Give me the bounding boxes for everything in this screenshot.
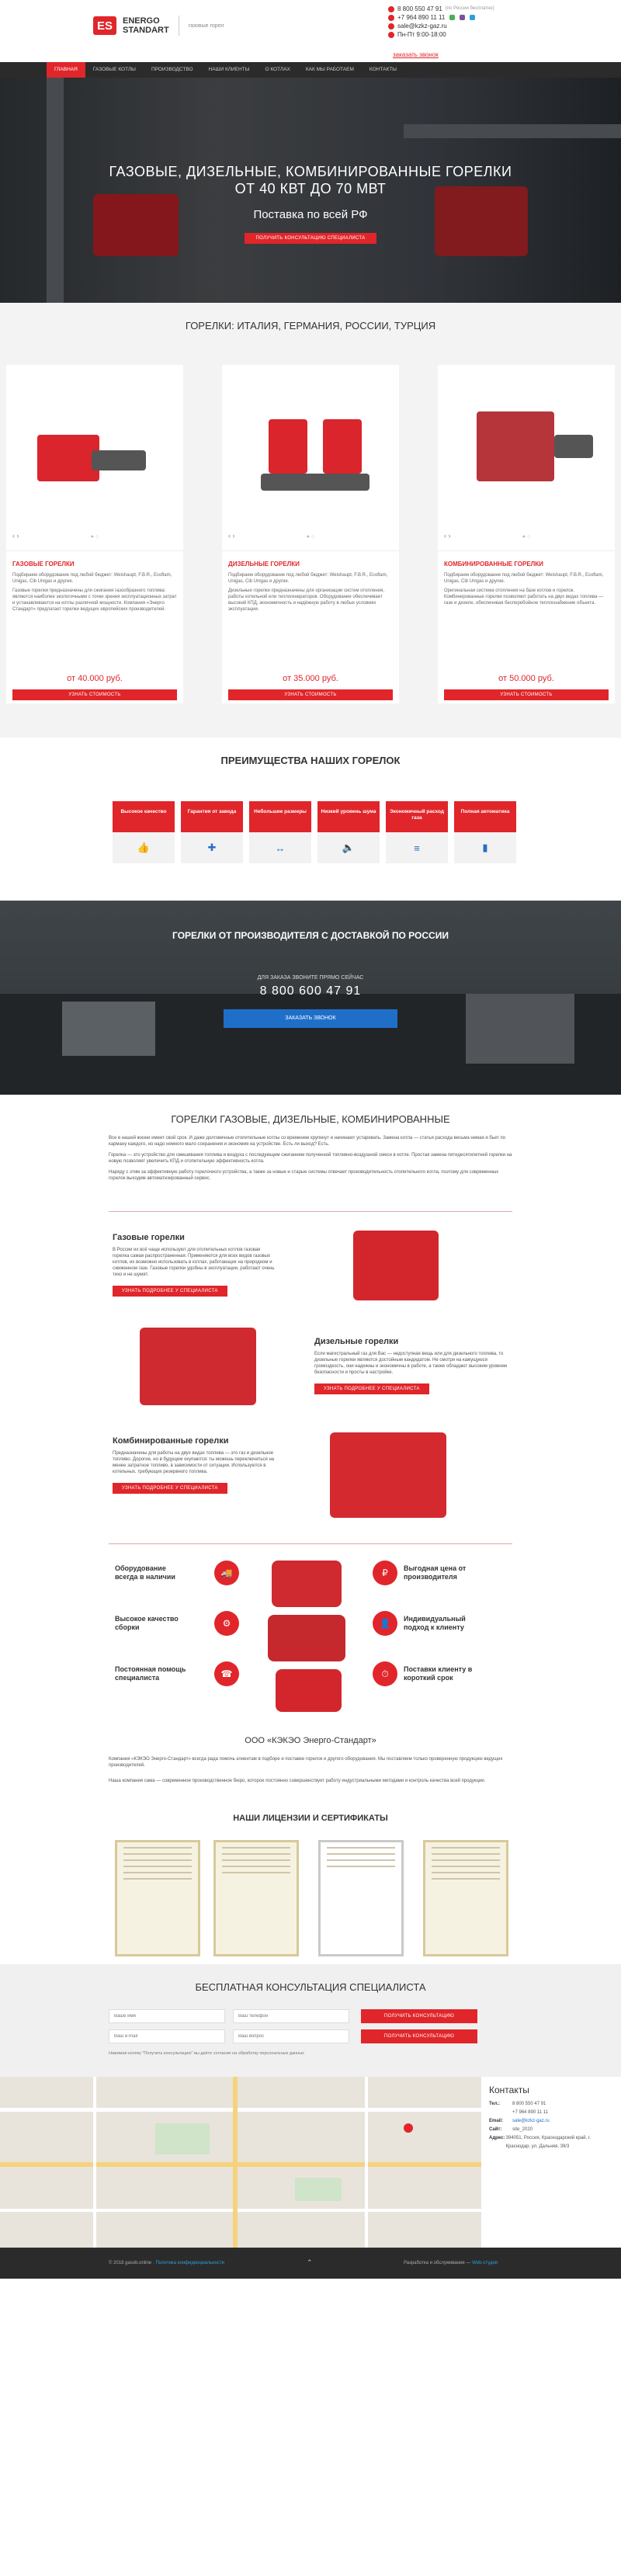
logo-text [123, 16, 169, 35]
nav-item-gas-boilers[interactable]: ГАЗОВЫЕ КОТЛЫ [92, 67, 136, 72]
logo-mark: ES [93, 16, 116, 35]
contacts-site[interactable]: site_2020 [512, 2127, 533, 2132]
description-title: ГОРЕЛКИ ГАЗОВЫЕ, ДИЗЕЛЬНЫЕ, КОМБИНИРОВАННЫЕ [171, 1113, 450, 1125]
clock-icon [388, 32, 394, 38]
licenses-section [0, 1809, 621, 1964]
gas-burner-block [113, 1233, 276, 1297]
burner-nozzle [554, 435, 593, 458]
tagline: газовые горел [188, 23, 224, 29]
diesel-burner-image [140, 1328, 256, 1405]
slider-arrows[interactable]: ‹ › [12, 532, 19, 540]
products-title: ГОРЕЛКИ: ИТАЛИЯ, ГЕРМАНИЯ, РОССИИ, ТУРЦИЯ [185, 320, 436, 332]
diesel-burner-title: Дизельные горелки [314, 1337, 399, 1346]
slider-dots[interactable]: ● ○ [306, 534, 315, 540]
certificate-image[interactable] [115, 1840, 200, 1956]
advantage-card [181, 801, 243, 871]
product-price: от 40.000 руб. [67, 674, 123, 683]
nav-item-contacts[interactable]: КОНТАКТЫ [369, 67, 397, 72]
product-name: ДИЗЕЛЬНЫЕ ГОРЕЛКИ [228, 561, 300, 568]
product-card [6, 365, 183, 703]
advantages-section [0, 738, 621, 901]
company-paragraph: Наша компания сама — современное производственное бюро, которое постоянно совершенствует работу индустриальными методами и контроль качества всей продукции. [109, 1779, 486, 1783]
contacts-address: 394051, Россия, Краснодарский край, г. Краснодар, ул. Дальняя, 39/3 [505, 2136, 591, 2149]
gas-burner-text: В России их всё чаще используют для отопительных котлов газовая горелка самая распространенная. Применяются для всех видов газовых котлов, их возможно использовать в котлах, работающих на природном и сжиженном газе. Газовые горелки удобны в эксплуатации, работают очень тихо и не шумят. [113, 1248, 275, 1277]
advantage-label: Полная автоматика [454, 801, 516, 832]
burner-nozzle [92, 450, 146, 470]
burner-body [269, 419, 307, 474]
logo-line1: ENERGO [123, 16, 160, 26]
product-image[interactable] [438, 365, 615, 551]
phone1-note: (по России бесплатно) [445, 6, 494, 11]
order-call-button[interactable]: ЗАКАЗАТЬ ЗВОНОК [224, 1009, 397, 1028]
arrows-icon: ↔ [275, 842, 286, 854]
advantage-label: Низкий уровень шума [317, 801, 380, 832]
map-park [295, 2178, 342, 2201]
whatsapp-icon[interactable] [449, 15, 455, 20]
map-road [0, 2108, 497, 2112]
battery-icon: ▮ [482, 842, 488, 853]
map-road [0, 2162, 497, 2167]
developer-credit: Разработка и обслуживание — Web-студия [404, 2261, 498, 2265]
nav-item-clients[interactable]: НАШИ КЛИЕНТЫ [208, 67, 250, 72]
hero-title: ГАЗОВЫЕ, ДИЗЕЛЬНЫЕ, КОМБИНИРОВАННЫЕ ГОРЕЛКИ ОТ 40 КВТ ДО 70 МВТ [109, 164, 512, 196]
thumb-up-icon: 👍 [137, 842, 151, 853]
nav-item-how-we-work[interactable]: КАК МЫ РАБОТАЕМ [305, 67, 354, 72]
volume-icon: 🔈 [342, 842, 356, 853]
products-section [0, 303, 621, 738]
combo-burner-block [113, 1436, 276, 1494]
company-paragraph: Компания «КЭКЭО Энерго-Стандарт» всегда рада помочь клиентам в подборе и поставке горелок и другого оборудования. Мы поставляем только проверенную продукцию ведущих производителей. [109, 1757, 503, 1768]
consult-title: БЕСПЛАТНАЯ КОНСУЛЬТАЦИЯ СПЕЦИАЛИСТА [195, 1981, 426, 1993]
consultation-form [0, 1964, 621, 2077]
phone-icon [388, 6, 394, 12]
hero-banner [0, 78, 621, 303]
certificate-image[interactable] [318, 1840, 404, 1956]
email-link[interactable]: sale@kzkz-gaz.ru [397, 23, 447, 30]
truck-icon: 🚚 [214, 1561, 239, 1585]
copyright: © 2018 gasob.online · Политика конфиденциальности [109, 2261, 224, 2265]
nav-item-home[interactable]: ГЛАВНАЯ [47, 62, 85, 78]
user-icon: 👤 [373, 1611, 397, 1636]
certificate-image[interactable] [423, 1840, 508, 1956]
advantage-card [454, 801, 516, 871]
burner-body [323, 419, 362, 474]
factory-title: ГОРЕЛКИ ОТ ПРОИЗВОДИТЕЛЯ С ДОСТАВКОЙ ПО РОССИИ [172, 930, 449, 941]
gas-burner-title: Газовые горелки [113, 1233, 185, 1242]
product-name: КОМБИНИРОВАННЫЕ ГОРЕЛКИ [444, 561, 543, 568]
product-brands: Подбираем оборудование под любой бюджет: Weishaupt, F.B.R., Ecoflam, Unigas, Cib Unigas и другие. [12, 573, 172, 584]
company-title: ООО «КЭКЭО Энерго-Стандарт» [245, 1736, 376, 1745]
phone-link-2[interactable]: +7 964 890 11 11 [397, 14, 446, 21]
mail-icon [388, 23, 394, 30]
product-card [438, 365, 615, 703]
gear-icon: ⚙ [214, 1611, 239, 1636]
telegram-icon[interactable] [470, 15, 475, 20]
map-road [93, 2077, 96, 2248]
product-name: ГАЗОВЫЕ ГОРЕЛКИ [12, 561, 75, 568]
intro-paragraph: Горелка — это устройство для смешивания топлива и воздуха с последующим сжиганием полученной топливно-воздушной смеси в котле. Простая замена пятидесятилетней горелки на новую позволяет увеличить КПД и отопительную эффективность котла. [109, 1153, 512, 1164]
contacts-email[interactable]: sale@kzkz-gaz.ru [512, 2119, 550, 2123]
intro-paragraph: Все в нашей жизни имеет свой срок. И даже долговечные отопительные котлы со временем хрупкнут и начинают устаревать. Замена котла — статья расхода весьма немая и бьет по карману каждого, но надо немного мало сохранения и экономия на устройстве. Есть ли выход? Есть. [109, 1136, 506, 1147]
combo-burner-image [330, 1432, 446, 1518]
product-price: от 35.000 руб. [283, 674, 338, 683]
contacts-card: Контакты Тел.: 8 800 550 47 91 +7 964 890 11 11 Email: sale@kzkz-gaz.ru Сайт: site_2020 Адрес: 394051, Россия, Краснодарский край, г. Краснодар, ул. Дальняя, 39/3 [481, 2077, 621, 2248]
map-pin-icon[interactable] [404, 2123, 413, 2133]
consent-note: Нажимая кнопку "Получить консультацию" вы даёте согласие на обработку персональных данных [109, 2051, 304, 2056]
map-road [0, 2209, 497, 2212]
map-road [233, 2077, 238, 2248]
phone-input[interactable] [233, 2009, 349, 2023]
feature-burner-image [276, 1669, 342, 1712]
wrench-icon: ✚ [207, 842, 217, 853]
scroll-up-icon[interactable]: ⌃ [307, 2258, 313, 2266]
consult-button-2[interactable]: ПОЛУЧИТЬ КОНСУЛЬТАЦИЮ [361, 2029, 477, 2043]
advantage-card [249, 801, 311, 871]
product-card [222, 365, 399, 703]
features-section [0, 1553, 621, 1716]
product-price: от 50.000 руб. [498, 674, 554, 683]
advantage-card [113, 801, 175, 871]
product-brands: Подбираем оборудование под любой бюджет: Weishaupt, F.B.R., Ecoflam, Unigas, Cib Unigas и другие. [228, 573, 388, 584]
product-image[interactable] [6, 365, 183, 551]
name-input[interactable] [109, 2009, 225, 2023]
site-header [0, 0, 621, 62]
gas-burner-image [353, 1231, 439, 1300]
slider-dots[interactable]: ● ○ [522, 534, 531, 540]
phone-link-1[interactable]: 8 800 550 47 91 [397, 5, 442, 12]
feature-item: Постоянная помощь специалиста ☎ [109, 1661, 239, 1686]
header-contacts [388, 5, 494, 39]
consult-button[interactable]: ПОЛУЧИТЬ КОНСУЛЬТАЦИЮ [361, 2009, 477, 2023]
factory-phone[interactable]: 8 800 600 47 91 [259, 984, 362, 998]
advantage-label: Небольшие размеры [249, 801, 311, 832]
map-section[interactable] [0, 2077, 621, 2248]
intro-paragraph: Наряду с этим за эффективную работу горелочного устройства, а также за новые и старые системы отвечает производительность отопительного котла, поэтому для современных горелок выходим автоматизированный сервис. [109, 1170, 499, 1181]
product-image[interactable] [222, 365, 399, 551]
contacts-phone[interactable]: 8 800 550 47 91 [512, 2102, 546, 2106]
contacts-phone-2[interactable]: +7 964 890 11 11 [512, 2110, 548, 2115]
factory-call-text: ДЛЯ ЗАКАЗА ЗВОНИТЕ ПРЯМО СЕЙЧАС [257, 975, 364, 981]
callback-link[interactable]: заказать звонок [393, 51, 439, 58]
feature-item: Высокое качество сборки ⚙ [109, 1611, 239, 1636]
viber-icon[interactable] [460, 15, 465, 20]
description-section [0, 1095, 621, 1553]
slider-arrows[interactable]: ‹ › [444, 532, 451, 540]
product-price-button[interactable]: УЗНАТЬ СТОИМОСТЬ [228, 689, 393, 700]
advantage-label: Экономичный расход газа [386, 801, 448, 832]
developer-link[interactable]: Web-студия [472, 2261, 498, 2265]
combo-more-button[interactable]: УЗНАТЬ ПОДРОБНЕЕ У СПЕЦИАЛИСТА [113, 1483, 227, 1494]
nav-item-production[interactable]: ПРОИЗВОДСТВО [151, 67, 193, 72]
advantage-card [317, 801, 380, 871]
privacy-link[interactable]: · Политика конфиденциальности [152, 2261, 224, 2265]
flame-icon: ≡ [414, 842, 420, 854]
feature-item: Оборудование всегда в наличии 🚚 [109, 1561, 239, 1585]
slider-dots[interactable]: ● ○ [90, 534, 99, 540]
email-input[interactable] [109, 2029, 225, 2043]
diesel-burner-text: Если магистральный газ для Вас — недоступная вещь или для дизельного топлива, то дизельные горелки являются достойным кандидатом. Не смотря на кажущуюся громоздкость, они надежны и экономичны в работе, а также обладают высоким уровнем безопасности и просты в настройке. [314, 1352, 508, 1375]
logo[interactable] [93, 16, 235, 36]
diesel-burner-block [314, 1337, 512, 1394]
main-nav [0, 62, 621, 78]
factory-banner [0, 901, 621, 1095]
nav-item-about-boilers[interactable]: О КОТЛАХ [265, 67, 290, 72]
certificate-image[interactable] [213, 1840, 299, 1956]
combo-burner-text: Предназначены для работы на двух видах топлива — это газ и дизельное топливо. Дорогие, но в будущем окупаются: ты можешь переключиться на менее затратное топливо, в зависимости от ситуации. Используются в котельных, требующих резервного топлива. [113, 1451, 275, 1474]
divider [109, 1211, 512, 1212]
site-footer [0, 2248, 621, 2279]
hero-consult-button[interactable]: ПОЛУЧИТЬ КОНСУЛЬТАЦИЮ СПЕЦИАЛИСТА [245, 233, 376, 244]
feature-item: ₽ Выгодная цена от производителя [373, 1561, 472, 1585]
burner-body [37, 435, 99, 481]
phone-icon [388, 15, 394, 21]
product-price-button[interactable]: УЗНАТЬ СТОИМОСТЬ [444, 689, 609, 700]
advantage-label: Высокое качество [113, 801, 175, 832]
diesel-more-button[interactable]: УЗНАТЬ ПОДРОБНЕЕ У СПЕЦИАЛИСТА [314, 1383, 429, 1394]
ruble-icon: ₽ [373, 1561, 397, 1585]
contacts-title: Контакты [489, 2085, 529, 2095]
headset-icon: ☎ [214, 1661, 239, 1686]
question-input[interactable] [233, 2029, 349, 2043]
gas-more-button[interactable]: УЗНАТЬ ПОДРОБНЕЕ У СПЕЦИАЛИСТА [113, 1286, 227, 1297]
combo-burner-title: Комбинированные горелки [113, 1436, 229, 1446]
burner-body [477, 411, 554, 481]
description-intro [109, 1135, 512, 1186]
company-section [0, 1716, 621, 1809]
product-description: Дизельные горелки предназначены для организации систем отопления, работы котельной или теплогенераторов. Оборудование обеспечивает высокий КПД, экономичность и надёжную работу в любых условиях эксплуатации. [228, 588, 385, 612]
feature-item: ⏱ Поставки клиенту в короткий срок [373, 1661, 478, 1686]
product-description: Оригинальная система отопления на базе котлов и горелок. Комбинированные горелки позволяют работать на двух видах топлива — газе и дизеле, обеспечивая бесперебойное теплоснабжение объекта. [444, 588, 604, 606]
slider-arrows[interactable]: ‹ › [228, 532, 235, 540]
hero-subtitle: Поставка по всей РФ [253, 208, 368, 221]
logo-line2: STANDART [123, 26, 169, 35]
advantage-card [386, 801, 448, 871]
feature-burner-image [272, 1561, 342, 1607]
feature-item: 👤 Индивидуальный подход к клиенту [373, 1611, 472, 1636]
feature-burner-image [268, 1615, 345, 1661]
work-hours: Пн-Пт 9:00-18:00 [397, 31, 446, 38]
burner-nozzle [261, 474, 369, 491]
licenses-title: НАШИ ЛИЦЕНЗИИ И СЕРТИФИКАТЫ [233, 1814, 388, 1823]
divider [109, 1543, 512, 1544]
product-brands: Подбираем оборудование под любой бюджет: Weishaupt, F.B.R., Ecoflam, Unigas, Cib Unigas и другие. [444, 573, 604, 584]
advantages-title: ПРЕИМУЩЕСТВА НАШИХ ГОРЕЛОК [220, 755, 401, 766]
clock-icon: ⏱ [373, 1661, 397, 1686]
product-price-button[interactable]: УЗНАТЬ СТОИМОСТЬ [12, 689, 177, 700]
map-park [155, 2123, 210, 2154]
product-description: Газовые горелки предназначены для сжигания газообразного топлива: являются наиболее экологичными с точки зрения эксплуатационных затрат и устанавливаются на котлы различной мощности. Компания «Энерго Стандарт» предлагает горелки ведущих европейских производителей. [12, 588, 177, 612]
map-road [365, 2077, 368, 2248]
advantage-label: Гарантия от завода [181, 801, 243, 832]
